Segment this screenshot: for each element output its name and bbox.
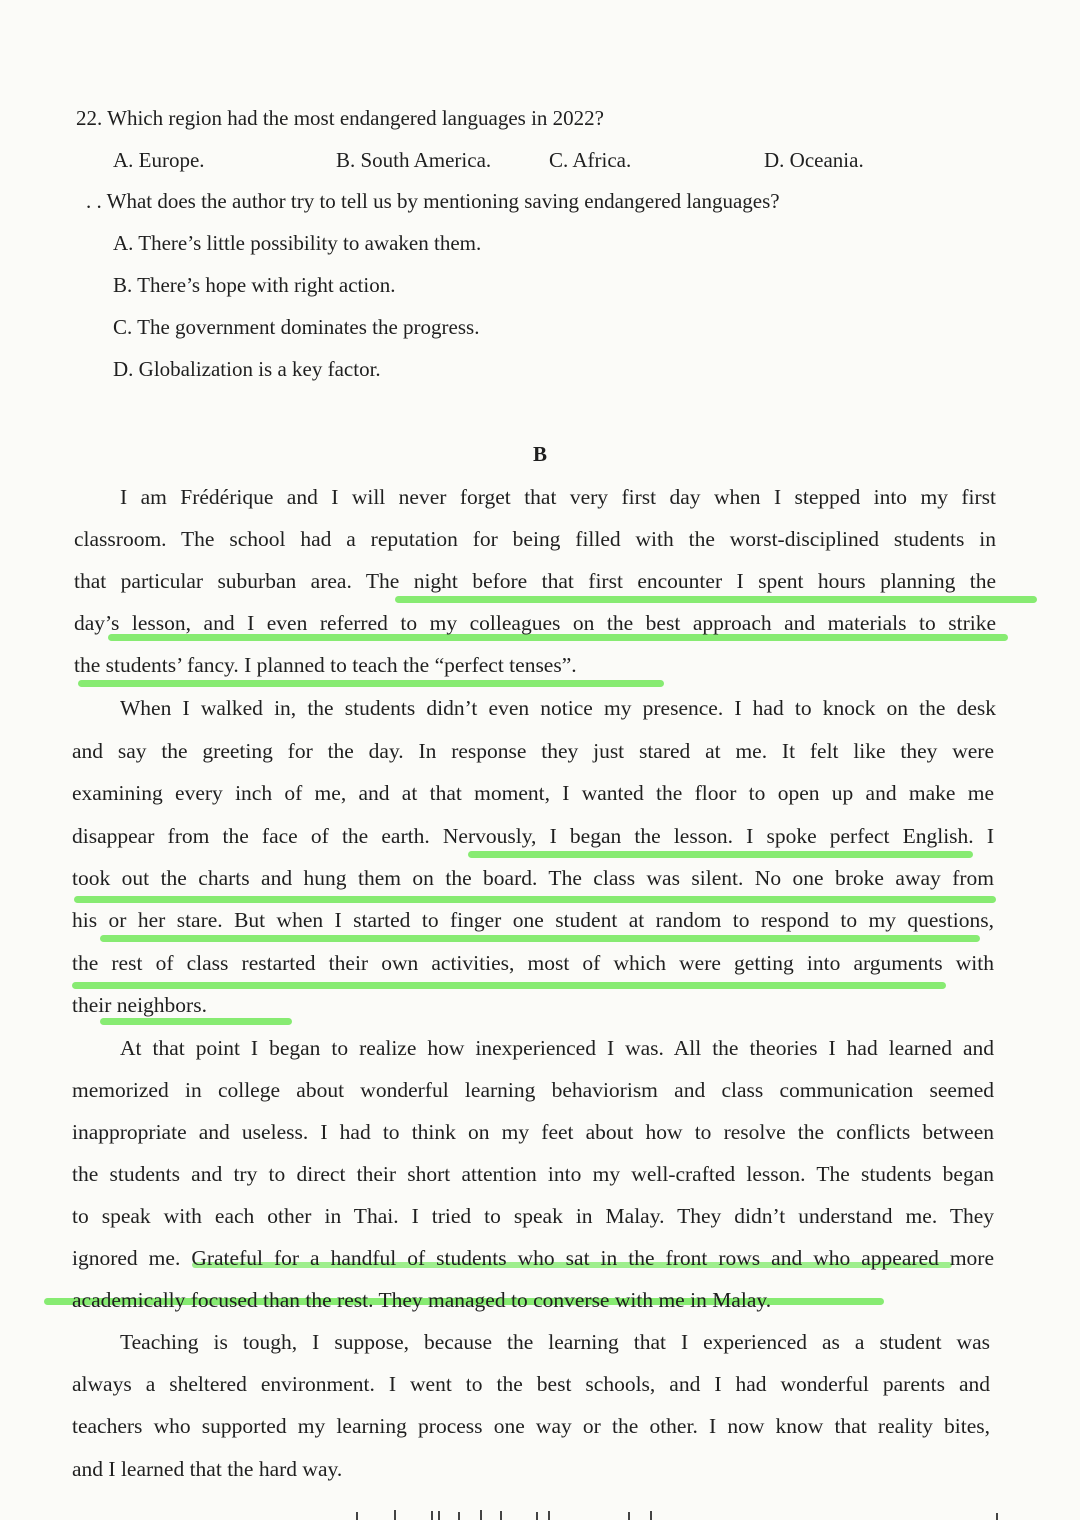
passage-line: teachers who supported my learning process one way or the other. I now know that reality bites,: [72, 1414, 990, 1438]
passage-line: When I walked in, the students didn’t even notice my presence. I had to knock on the desk: [120, 696, 996, 720]
passage-line: ignored me. Grateful for a handful of students who sat in the front rows and who appeared more: [72, 1246, 994, 1270]
highlight-stroke: [74, 896, 996, 903]
question-23: [86, 189, 780, 213]
passage-line: the students’ fancy. I planned to teach the “perfect tenses”.: [74, 653, 577, 677]
option-c: C. Africa.: [549, 148, 632, 172]
passage-line: memorized in college about wonderful learning behaviorism and class communication seemed: [72, 1078, 994, 1102]
passage-line: day’s lesson, and I even referred to my colleagues on the best approach and materials to strike: [74, 611, 996, 635]
passage-line: At that point I began to realize how inexperienced I was. All the theories I had learned and: [120, 1036, 994, 1060]
option-c: C. The government dominates the progress.: [113, 315, 480, 339]
question-text: Which region had the most endangered languages in 2022?: [107, 106, 604, 130]
question-22: [76, 106, 604, 130]
option-d: D. Oceania.: [764, 148, 864, 172]
question-number: 22.: [76, 106, 103, 130]
passage-line: his or her stare. But when I started to finger one student at random to respond to my questions,: [72, 908, 994, 932]
passage-line: examining every inch of me, and at that moment, I wanted the floor to open up and make me: [72, 781, 994, 805]
passage-line: classroom. The school had a reputation for being filled with the worst-disciplined students in: [74, 527, 996, 551]
option-a: A. There’s little possibility to awaken them.: [113, 231, 482, 255]
passage-line: academically focused than the rest. They managed to converse with me in Malay.: [72, 1288, 772, 1312]
highlight-stroke: [468, 851, 973, 858]
passage-line: and I learned that the hard way.: [72, 1457, 343, 1481]
option-a: A. Europe.: [113, 148, 205, 172]
passage-line: always a sheltered environment. I went to the best schools, and I had wonderful parents and: [72, 1372, 990, 1396]
highlight-stroke: [100, 935, 980, 942]
question-text: What does the author try to tell us by mentioning saving endangered languages?: [106, 189, 780, 213]
passage-line: the rest of class restarted their own activities, most of which were getting into arguments with: [72, 951, 994, 975]
passage-line: inappropriate and useless. I had to think on my feet about how to resolve the conflicts between: [72, 1120, 994, 1144]
highlight-stroke: [395, 596, 1037, 603]
option-d: D. Globalization is a key factor.: [113, 357, 381, 381]
passage-line: disappear from the face of the earth. Nervously, I began the lesson. I spoke perfect English. I: [72, 824, 994, 848]
passage-line: I am Frédérique and I will never forget that very first day when I stepped into my first: [120, 485, 996, 509]
option-b: B. There’s hope with right action.: [113, 273, 396, 297]
section-title: B: [532, 442, 547, 466]
passage-line: their neighbors.: [72, 993, 207, 1017]
option-b: B. South America.: [336, 148, 492, 172]
passage-line: the students and try to direct their short attention into my well-crafted lesson. The students began: [72, 1162, 994, 1186]
highlight-stroke: [72, 982, 946, 989]
passage-line: to speak with each other in Thai. I tried to speak in Malay. They didn’t understand me. They: [72, 1204, 994, 1228]
passage-line: and say the greeting for the day. In response they just stared at me. It felt like they were: [72, 739, 994, 763]
highlight-stroke: [78, 680, 664, 687]
cropped-next-line: [0, 1500, 1080, 1520]
passage-line: took out the charts and hung them on the board. The class was silent. No one broke away from: [72, 866, 994, 890]
highlight-stroke: [100, 1018, 292, 1025]
passage-line: that particular suburban area. The night before that first encounter I spent hours planning the: [74, 569, 996, 593]
question-number: . .: [86, 189, 102, 213]
passage-line: Teaching is tough, I suppose, because the learning that I experienced as a student was: [120, 1330, 990, 1354]
